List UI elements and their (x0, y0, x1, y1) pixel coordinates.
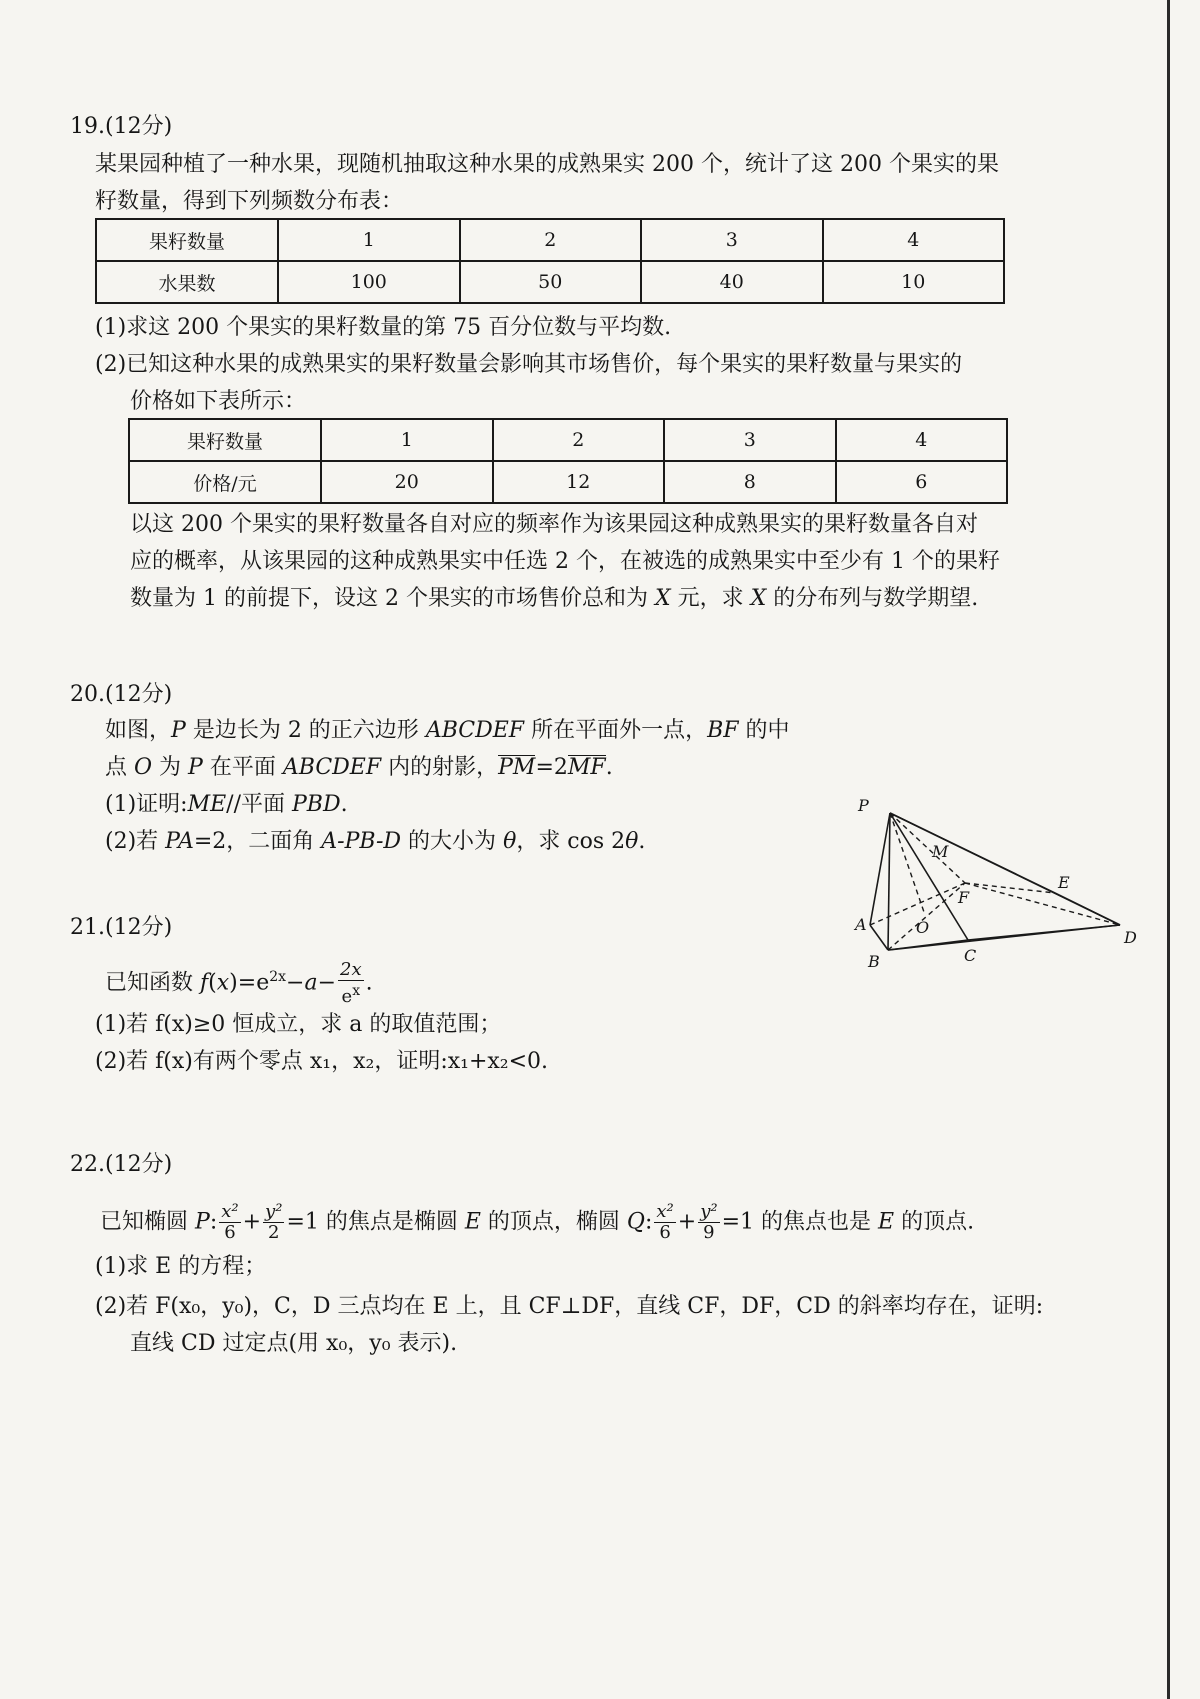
text-segment: =1 的焦点也是 (721, 1209, 879, 1235)
table-cell: 3 (664, 419, 836, 461)
variable-p: P (171, 718, 186, 743)
fraction-numerator: y² (265, 1201, 283, 1222)
text-segment: )=e (229, 970, 270, 996)
variable-pa: PA (165, 829, 194, 854)
q21-part1: (1)若 f(x)≥0 恒成立，求 a 的取值范围； (95, 1012, 502, 1037)
variable-o: O (134, 755, 153, 780)
text-segment: 内的射影， (381, 755, 499, 780)
fraction-denominator: 2 (268, 1222, 280, 1243)
text-segment: //平面 (226, 792, 292, 817)
text-segment: 的大小为 (401, 829, 504, 854)
q22-given (100, 1202, 974, 1243)
text-segment: − (286, 970, 305, 996)
text-segment: . (638, 829, 646, 854)
text-segment: =1 的焦点是椭圆 (286, 1209, 465, 1235)
variable-hexagon: ABCDEF (425, 718, 525, 743)
text-segment: 数量为 1 的前提下，设这 2 个果实的市场售价总和为 (130, 586, 655, 611)
table-row (96, 219, 1004, 261)
text-segment: + (242, 1209, 262, 1235)
q19-intro-line1: 某果园种植了一种水果，现随机抽取这种水果的成熟果实 200 个，统计了这 200 个果实的果 (95, 152, 999, 177)
q19-frequency-table (95, 218, 1005, 304)
q19-part2-line4: 应的概率，从该果园的这种成熟果实中任选 2 个，在被选的成熟果实中至少有 1 个的果籽 (130, 549, 1000, 574)
variable-theta: θ (625, 829, 639, 854)
label-m: M (932, 842, 949, 861)
q21-given (105, 960, 373, 1007)
table-cell: 4 (836, 419, 1008, 461)
label-d: D (1124, 928, 1137, 947)
table-header-cell: 水果数 (96, 261, 278, 303)
table-cell: 3 (641, 219, 823, 261)
table-row (96, 261, 1004, 303)
table-row (129, 419, 1007, 461)
text-segment: ，求 cos 2 (516, 829, 626, 854)
table-cell: 20 (321, 461, 493, 503)
text-segment: : (209, 1209, 218, 1235)
label-c: C (964, 946, 977, 965)
fraction (654, 1202, 675, 1243)
variable-bf: BF (707, 718, 739, 743)
fraction-numerator: x² (221, 1201, 239, 1222)
table-cell: 1 (278, 219, 460, 261)
text-segment: 已知函数 (105, 970, 200, 996)
text-segment: 的中 (738, 718, 790, 743)
variable-p: P (195, 1209, 210, 1235)
q20-part2 (105, 827, 645, 857)
label-f: F (958, 888, 970, 907)
table-header-cell: 果籽数量 (96, 219, 278, 261)
variable-theta: θ (503, 829, 517, 854)
edge-fd (965, 883, 1120, 925)
text-segment: 为 (152, 755, 189, 780)
vector-mf: MF (568, 753, 606, 783)
variable-f: f (200, 970, 209, 996)
fraction-numerator: 2x (340, 959, 362, 980)
table-cell: 1 (321, 419, 493, 461)
q21-number: 21.(12分) (70, 915, 173, 940)
label-e: E (1058, 873, 1070, 892)
variable-x: x (216, 970, 230, 996)
q20-line1 (105, 716, 790, 746)
fraction-denominator: 9 (703, 1222, 715, 1243)
text-segment: 如图， (105, 718, 172, 743)
label-a: A (855, 915, 867, 934)
q19-part2-line1: (2)已知这种水果的成熟果实的果籽数量会影响其市场售价，每个果实的果籽数量与果实的 (95, 352, 963, 377)
text-segment: 的顶点，椭圆 (480, 1209, 627, 1235)
text-segment: =2，二面角 (193, 829, 322, 854)
fraction-numerator: y² (700, 1201, 718, 1222)
text-segment: 已知椭圆 (100, 1209, 195, 1235)
text-segment: − (317, 970, 337, 996)
q19-part2-line5 (130, 584, 978, 614)
q20-number: 20.(12分) (70, 682, 173, 707)
q19-number: 19.(12分) (70, 114, 173, 139)
text-segment: e (341, 986, 353, 1007)
label-o: O (916, 918, 930, 937)
q20-part1 (105, 790, 348, 820)
text-segment: . (365, 970, 373, 996)
edge-de (1055, 893, 1120, 925)
variable-x: X (750, 586, 767, 611)
table-cell: 6 (836, 461, 1008, 503)
text-segment: ( (208, 970, 217, 996)
variable-me: ME (187, 792, 227, 817)
table-cell: 100 (278, 261, 460, 303)
edge-fe (965, 883, 1055, 893)
text-segment: : (644, 1209, 653, 1235)
table-cell: 4 (823, 219, 1005, 261)
q19-part1: (1)求这 200 个果实的果籽数量的第 75 百分位数与平均数. (95, 315, 672, 340)
text-segment: =2 (535, 755, 568, 780)
edge-ab (870, 925, 888, 950)
fraction (698, 1202, 719, 1243)
q22-number: 22.(12分) (70, 1152, 173, 1177)
q19-part2-line2: 价格如下表所示： (130, 389, 307, 414)
text-segment: (1)证明: (105, 792, 188, 817)
table-header-cell: 果籽数量 (129, 419, 321, 461)
fraction-numerator: x² (656, 1201, 674, 1222)
q19-part2-line3: 以这 200 个果实的果籽数量各自对应的频率作为该果园这种成熟果实的果籽数量各自对 (130, 512, 978, 537)
exponent: 2x (269, 969, 287, 986)
edge-pb (888, 813, 890, 950)
fraction (263, 1202, 284, 1243)
fraction-denominator: 6 (224, 1222, 236, 1243)
q19-intro-line2: 籽数量，得到下列频数分布表： (95, 189, 404, 214)
table-cell: 8 (664, 461, 836, 503)
text-segment: (2)若 (105, 829, 166, 854)
q20-line2 (105, 753, 613, 783)
fraction-denominator (338, 981, 364, 1007)
text-segment: 点 (105, 755, 134, 780)
table-cell: 12 (493, 461, 665, 503)
edge-pa (870, 813, 890, 925)
table-cell: 50 (460, 261, 642, 303)
pyramid-figure (855, 795, 1140, 975)
table-cell: 40 (641, 261, 823, 303)
text-segment: 在平面 (202, 755, 283, 780)
variable-dihedral: A-PB-D (321, 829, 402, 854)
vector-pm: PM (498, 753, 535, 783)
table-cell: 2 (460, 219, 642, 261)
variable-hexagon: ABCDEF (282, 755, 382, 780)
text-segment: 的顶点. (894, 1209, 975, 1235)
label-b: B (868, 952, 880, 971)
variable-pbd: PBD (292, 792, 341, 817)
table-cell: 10 (823, 261, 1005, 303)
fraction (338, 960, 364, 1007)
text-segment: 是边长为 2 的正六边形 (185, 718, 426, 743)
text-segment: 的分布列与数学期望. (766, 586, 979, 611)
q22-part2-line1: (2)若 F(x₀，y₀)，C，D 三点均在 E 上，且 CF⊥DF，直线 CF，DF，CD 的斜率均存在，证明: (95, 1294, 1044, 1319)
exponent: x (352, 983, 361, 999)
fraction (219, 1202, 240, 1243)
text-segment: 元，求 (670, 586, 751, 611)
table-cell: 2 (493, 419, 665, 461)
text-segment: + (677, 1209, 697, 1235)
label-p: P (858, 796, 869, 815)
table-header-cell: 价格/元 (129, 461, 321, 503)
q19-price-table (128, 418, 1008, 504)
variable-e: E (464, 1209, 481, 1235)
table-row (129, 461, 1007, 503)
variable-a: a (304, 970, 318, 996)
text-segment: . (340, 792, 348, 817)
text-segment: 所在平面外一点， (524, 718, 708, 743)
q22-part1: (1)求 E 的方程； (95, 1254, 267, 1279)
edge-pf (890, 813, 965, 883)
text-segment: . (605, 755, 613, 780)
variable-q: Q (626, 1209, 645, 1235)
variable-x: X (654, 586, 671, 611)
q21-part2: (2)若 f(x)有两个零点 x₁，x₂，证明:x₁+x₂<0. (95, 1049, 549, 1074)
variable-e: E (878, 1209, 895, 1235)
fraction-denominator: 6 (659, 1222, 671, 1243)
variable-p: P (188, 755, 203, 780)
q22-part2-line2: 直线 CD 过定点(用 x₀，y₀ 表示). (130, 1331, 458, 1356)
